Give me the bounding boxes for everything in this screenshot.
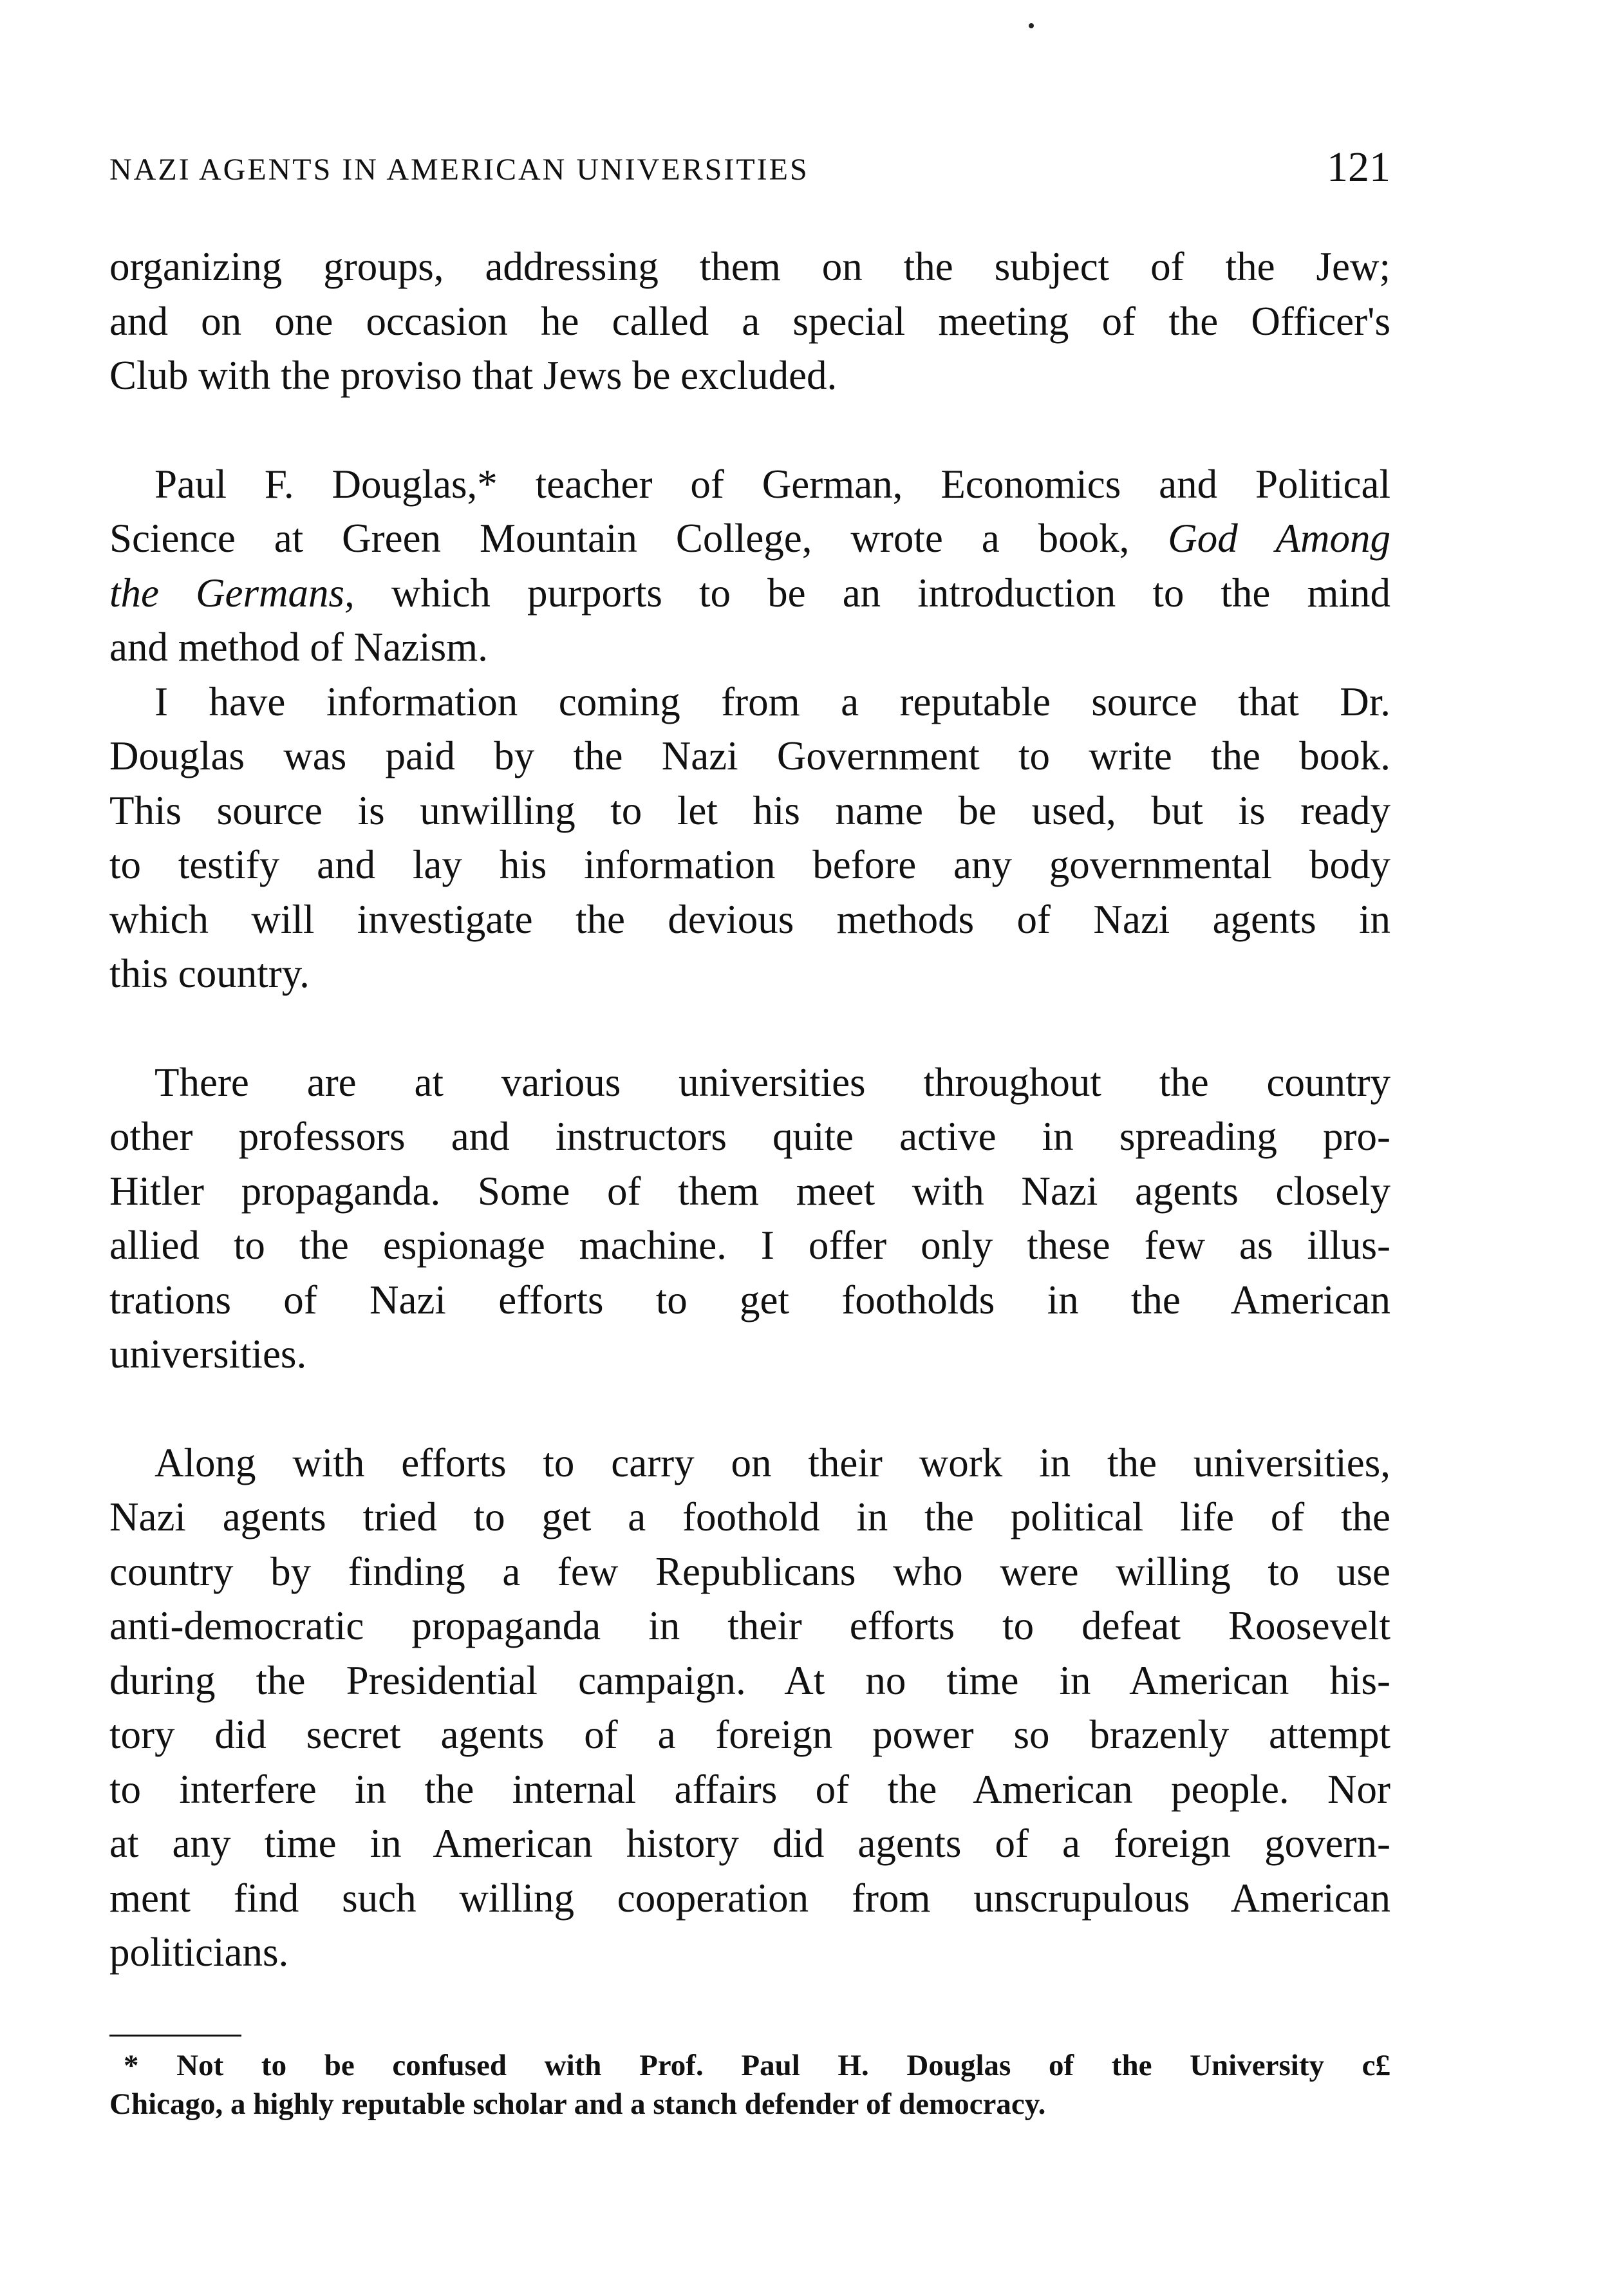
book-title: God Among <box>1168 516 1390 561</box>
text-line: at any time in American history did agents of a foreign govern- <box>109 1821 1390 1866</box>
text-line: organizing groups, addressing them on the subject of the Jew; <box>109 244 1390 289</box>
body-text <box>109 240 1390 1980</box>
footnote-rule <box>109 2035 241 2037</box>
text-line: trations of Nazi efforts to get footholds in the American <box>109 1277 1390 1322</box>
text-line: anti-democratic propaganda in their efforts to defeat Roosevelt <box>109 1603 1390 1648</box>
text-line: which will investigate the devious methods of Nazi agents in <box>109 896 1390 942</box>
text-line: There are at various universities throughout the country <box>154 1059 1390 1105</box>
text-line: Paul F. Douglas,* teacher of German, Economics and Political <box>154 461 1390 507</box>
text-line: Along with efforts to carry on their work in the universities, <box>154 1440 1390 1485</box>
text-line: Club with the proviso that Jews be excluded. <box>109 353 838 398</box>
text-line: This source is unwilling to let his name be used, but is ready <box>109 787 1390 833</box>
paragraph-4 <box>109 1055 1390 1382</box>
text-line: Science at Green Mountain College, wrote a book, God Among <box>109 516 1390 561</box>
text-line: Nazi agents tried to get a foothold in the political life of the <box>109 1494 1390 1539</box>
footnote-line: * Not to be confused with Prof. Paul H. Douglas of the University c£ <box>124 2049 1390 2082</box>
text-line: tory did secret agents of a foreign power so brazenly attempt <box>109 1712 1390 1757</box>
text-line: this country. <box>109 951 310 996</box>
running-head <box>109 143 1390 194</box>
paragraph-5 <box>109 1436 1390 1980</box>
footnote <box>109 2046 1390 2123</box>
text-line: ment find such willing cooperation from unscrupulous American <box>109 1875 1390 1921</box>
paragraph-2 <box>109 457 1390 675</box>
text-line: universities. <box>109 1331 307 1377</box>
footnote-line: Chicago, a highly reputable scholar and a stanch defender of democracy. <box>109 2087 1046 2121</box>
book-title: the Germans, <box>109 570 355 616</box>
text-line: the Germans, which purports to be an introduction to the mind <box>109 570 1390 616</box>
text-line: country by finding a few Republicans who were willing to use <box>109 1548 1390 1594</box>
text-line: during the Presidential campaign. At no time in American his- <box>109 1657 1390 1703</box>
text-line: to testify and lay his information before any governmental body <box>109 842 1390 887</box>
running-title: NAZI AGENTS IN AMERICAN UNIVERSITIES <box>109 153 809 187</box>
text-line: to interfere in the internal affairs of the American people. Nor <box>109 1766 1390 1812</box>
paragraph-3 <box>109 675 1390 1001</box>
page-number: 121 <box>1327 144 1390 191</box>
print-speck <box>1029 23 1034 28</box>
text-line: other professors and instructors quite active in spreading pro- <box>109 1114 1390 1159</box>
text-line: allied to the espionage machine. I offer only these few as illus- <box>109 1223 1390 1268</box>
text-line: Douglas was paid by the Nazi Government to write the book. <box>109 733 1390 778</box>
text-line: politicians. <box>109 1930 289 1975</box>
text-line: Hitler propaganda. Some of them meet with Nazi agents closely <box>109 1168 1390 1214</box>
paragraph-1 <box>109 240 1390 403</box>
text-line: and method of Nazism. <box>109 625 488 670</box>
text-line: and on one occasion he called a special meeting of the Officer's <box>109 298 1390 344</box>
text-line: I have information coming from a reputable source that Dr. <box>154 679 1390 724</box>
